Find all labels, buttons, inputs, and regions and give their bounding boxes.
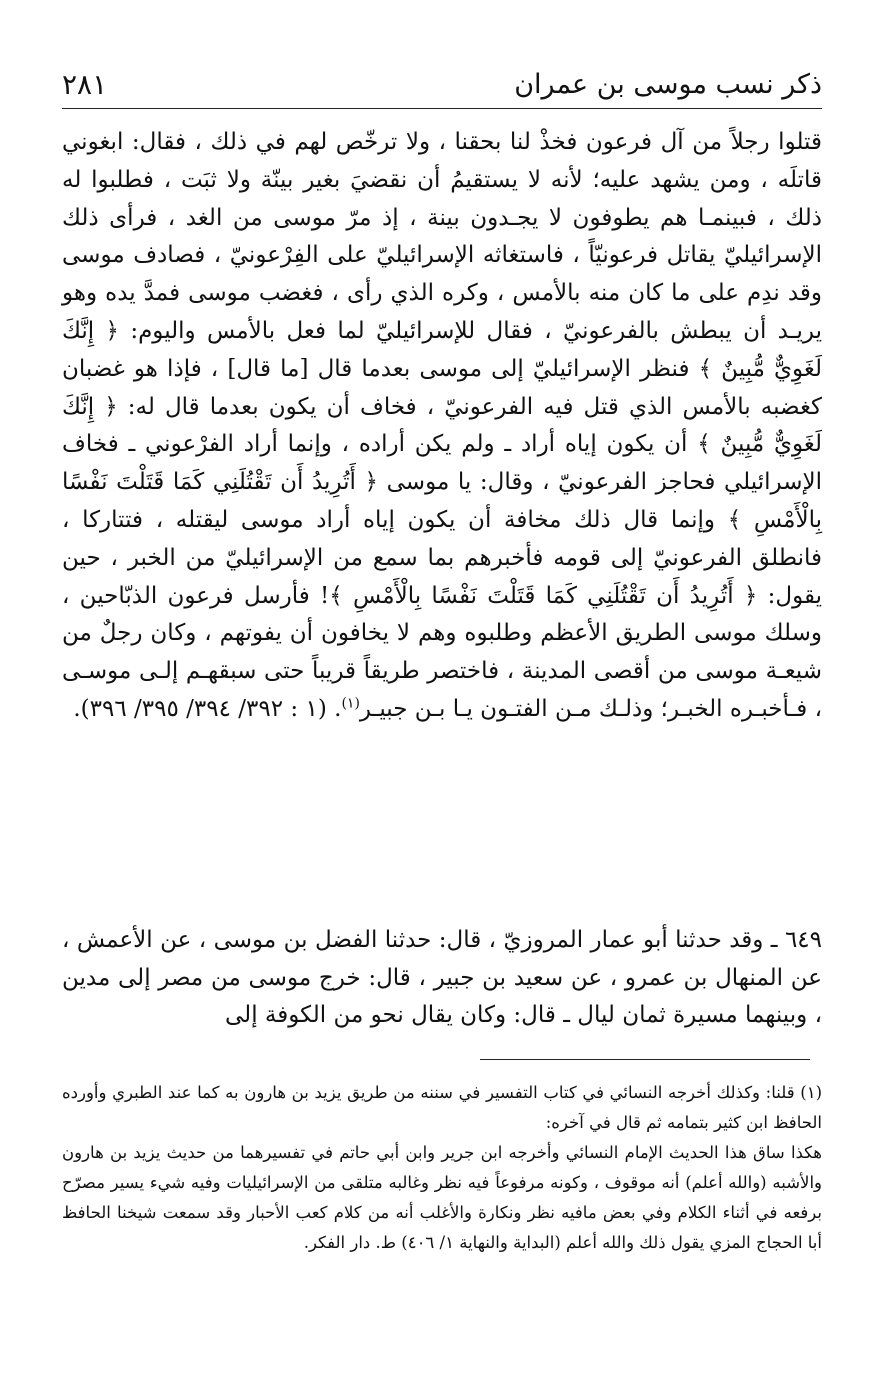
footnotes [62, 1078, 822, 1258]
footnote-quote: هكذا ساق هذا الحديث الإمام النسائي وأخرجه ابن جرير وابن أبي حاتم في تفسيرهما من حديث يزيد بن هارون والأشبه (والله أعلم) أنه موقوف ، وكونه مرفوعاً فيه نظر وغالبه متلقى من الإسرائيليات وفيه شيء يسير مصرّح برفعه في أثناء الكلام وفي بعض مافيه نظر ونكارة والأغلب أنه من كلام كعب الأحبار وقد سمعت شيخنا الحافظ أبا الحجاج المزي يقول ذلك والله أعلم (البداية والنهاية ١/ ٤٠٦) ط. دار الفكر. [62, 1143, 822, 1252]
running-title: ذكر نسب موسى بن عمران [514, 68, 822, 100]
footnote-marker: (١) [341, 695, 360, 712]
paragraph-end-mark: . [334, 695, 342, 722]
source-citation: (١ : ٣٩٢/ ٣٩٤/ ٣٩٥/ ٣٩٦). [73, 695, 327, 722]
header-rule [62, 108, 822, 109]
footnote-text: قلنا: وكذلك أخرجه النسائي في كتاب التفسير في سننه من طريق يزيد بن هارون به كما عند الطبري وأورده الحافظ ابن كثير بتمامه ثم قال في آخره: [62, 1083, 822, 1132]
running-header [62, 60, 822, 108]
narration-649: ٦٤٩ ـ وقد حدثنا أبو عمار المروزيّ ، قال: حدثنا الفضل بن موسى ، عن الأعمش ، عن المنهال بن عمرو ، عن سعيد بن جبير ، قال: خرج موسى من مصر إلى مدين ، وبينهما مسيرة ثمان ليال ـ قال: وكان يقال نحو من الكوفة إلى [62, 927, 822, 1028]
main-paragraph [62, 124, 822, 729]
page-number: ٢٨١ [62, 67, 108, 101]
paragraph-body: قتلوا رجلاً من آل فرعون فخذْ لنا بحقنا ، ولا ترخّص لهم في ذلك ، فقال: ابغوني قاتلَه ، ومن يشهد عليه؛ لأنه لا يستقيمُ أن نقضيَ بغير بينّة ولا ثبَت ، فطلبوا له ذلك ، فبينمـا هم يطوفون لا يجـدون بينة ، إذ مرّ موسى من الغد ، فرأى ذلك الإسرائيليّ يقاتل فرعونيّاً ، فاستغاثه الإسرائيليّ على الفِرْعونيّ ، فصادف موسى وقد ندِم على ما كان منه بالأمس ، وكره الذي رأى ، فغضب موسى فمدَّ يده وهو يريـد أن يبطش بالفرعونيّ ، فقال للإسرائيليّ لما فعل بالأمس واليوم: ﴿ إِنَّكَ لَغَوِيٌّ مُّبِينٌ ﴾ فنظر الإسرائيليّ إلى موسى بعدما قال [ما قال] ، فإذا هو غضبان كغضبه بالأمس الذي قتل فيه الفرعونيّ ، فخاف أن يكون بعدما قال له: ﴿ إِنَّكَ لَغَوِيٌّ مُّبِينٌ ﴾ أن يكون إياه أراد ـ ولم يكن أراده ، وإنما أراد الفرْعوني ـ فخاف الإسرائيلي فحاجز الفرعونيّ ، وقال: يا موسى ﴿ أَتُرِيدُ أَن تَقْتُلَنِي كَمَا قَتَلْتَ نَفْسًا بِالْأَمْسِ ﴾ وإنما قال ذلك مخافة أن يكون إياه أراد موسى ليقتله ، فتتاركا ، فانطلق الفرعونيّ إلى قومه فأخبرهم بما سمع من الإسرائيليّ من الخبر ، حين يقول: ﴿ أَتُرِيدُ أَن تَقْتُلَنِي كَمَا قَتَلْتَ نَفْسًا بِالْأَمْسِ ﴾! فأرسل فرعون الذبّاحين ، وسلك موسى الطريق الأعظم وطلبوه وهم لا يخافون أن يفوتهم ، وكان رجلٌ من شيعـة موسى من أقصى المدينة ، فاختصر طريقاً قريباً حتى سبقهـم إلـى موسـى ، فـأخبـره الخبـر؛ وذلـك مـن الفتـون يـا بـن جبيـر [62, 129, 822, 722]
footnote-rule [480, 1059, 810, 1060]
footnote-1 [62, 1078, 822, 1138]
footnote-number: (١) [800, 1083, 822, 1102]
